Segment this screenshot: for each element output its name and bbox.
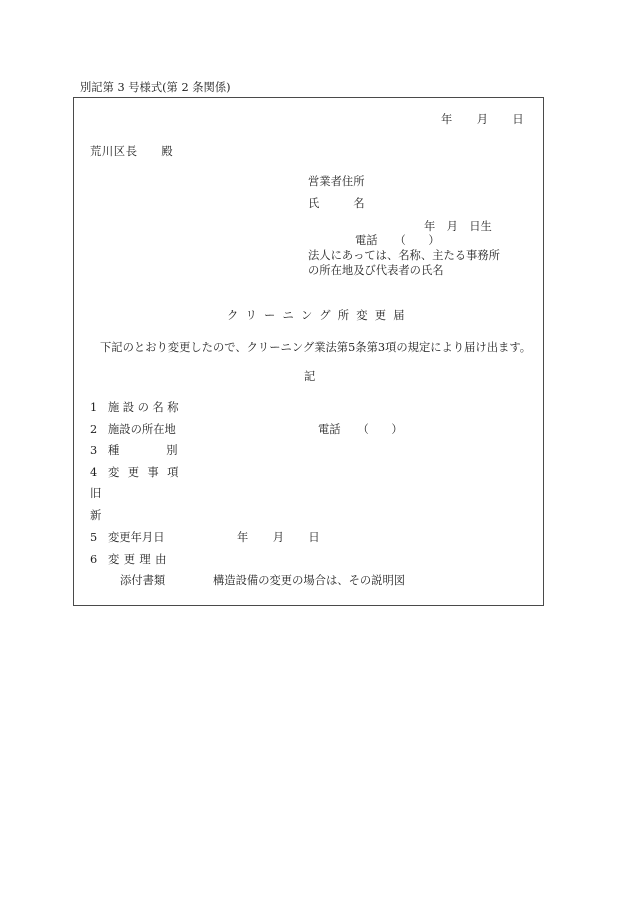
- applicant-name-label: 氏 名: [308, 197, 365, 210]
- item-facility-phone-label: 電話 （ ）: [318, 423, 403, 436]
- item-change-details-label: 変更事項: [108, 466, 187, 479]
- item-number: 5: [90, 531, 98, 544]
- applicant-phone-label: 電話 （ ）: [355, 234, 440, 247]
- corporation-note-line-2: の所在地及び代表者の氏名: [308, 264, 444, 277]
- form-reference: 別記第 3 号様式(第 2 条関係): [80, 81, 231, 94]
- item-facility-location-label: 施設の所在地: [108, 423, 176, 436]
- applicant-address-label: 営業者住所: [308, 175, 365, 188]
- item-number: 6: [90, 553, 98, 566]
- ki-heading: 記: [304, 370, 316, 383]
- item-facility-name-label: 施設の名称: [108, 401, 182, 414]
- item-change-date-blank: 年 月 日: [237, 531, 321, 544]
- attachments-label: 添付書類: [120, 574, 166, 587]
- item-kind-label: 種別: [108, 444, 225, 457]
- addressee: 荒川区長 殿: [90, 145, 174, 158]
- corporation-note-line-1: 法人にあっては、名称、主たる事務所: [308, 249, 500, 262]
- item-number: 1: [90, 401, 98, 414]
- item-change-reason-label: 変更理由: [108, 553, 171, 566]
- applicant-birth-label: 年 月 日生: [424, 220, 492, 233]
- statement: 下記のとおり変更したので、クリーニング業法第5条第3項の規定により届け出ます。: [100, 341, 532, 354]
- new-label: 新: [90, 509, 102, 522]
- form-title: クリーニング所変更届: [227, 309, 412, 322]
- item-number: 3: [90, 444, 98, 457]
- attachments-value: 構造設備の変更の場合は、その説明図: [213, 574, 406, 587]
- old-label: 旧: [90, 487, 102, 500]
- item-number: 4: [90, 466, 98, 479]
- item-number: 2: [90, 423, 98, 436]
- submission-date: 年 月 日: [441, 113, 525, 126]
- item-change-date-label: 変更年月日: [108, 531, 165, 544]
